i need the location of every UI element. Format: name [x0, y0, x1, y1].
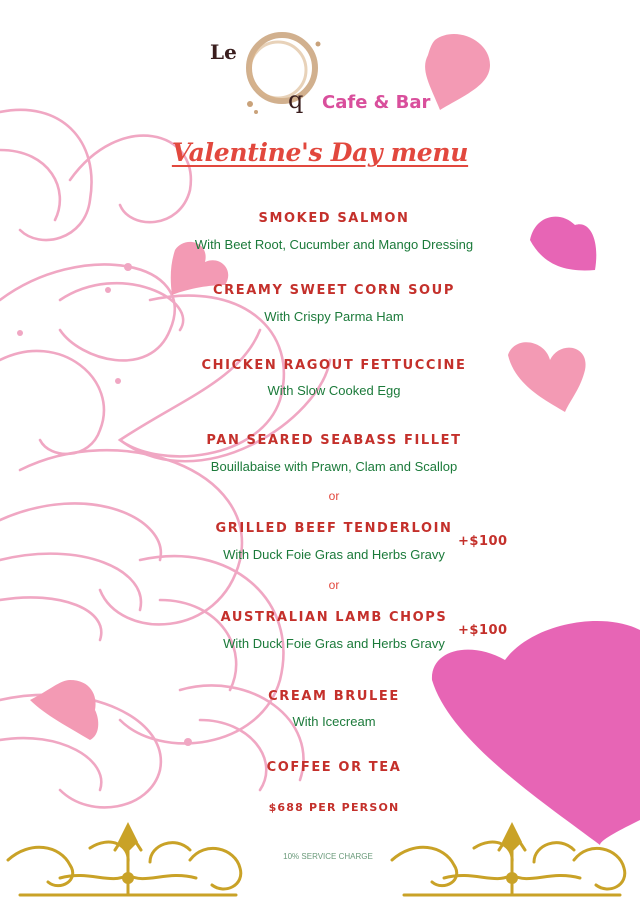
course-name: CREAM BRULEE: [268, 689, 400, 704]
course-name: PAN SEARED SEABASS FILLET: [206, 433, 462, 448]
swirl-dots: [17, 263, 192, 746]
or-separator: or: [328, 489, 340, 503]
course-name: GRILLED BEEF TENDERLOIN: [215, 521, 453, 536]
surcharge-label: +$100: [458, 623, 508, 638]
course-description: With Icecream: [292, 714, 376, 729]
course-description: With Duck Foie Gras and Herbs Gravy: [223, 636, 445, 651]
heart-icon: [508, 342, 586, 412]
service-charge: 10% SERVICE CHARGE: [283, 852, 373, 861]
course-name: CREAMY SWEET CORN SOUP: [213, 283, 455, 298]
course-description: With Beet Root, Cucumber and Mango Dressing: [194, 237, 474, 252]
course-description: With Duck Foie Gras and Herbs Gravy: [223, 547, 445, 562]
surcharge-label: +$100: [458, 534, 508, 549]
course-name: AUSTRALIAN LAMB CHOPS: [220, 610, 448, 625]
or-separator: or: [328, 578, 340, 592]
course-name: COFFEE OR TEA: [266, 760, 402, 775]
cafe-logo: [200, 22, 440, 132]
logo-q: q: [288, 86, 304, 114]
coffee-ring-logo: [230, 24, 330, 124]
course-description: Bouillabaise with Prawn, Clam and Scallop: [210, 459, 458, 474]
logo-le: Le: [210, 40, 237, 64]
page-title: Valentine's Day menu: [171, 138, 469, 167]
course-description: With Slow Cooked Egg: [267, 383, 401, 398]
course-name: CHICKEN RAGOUT FETTUCCINE: [201, 358, 467, 373]
course-description: With Crispy Parma Ham: [264, 309, 404, 324]
price-per-person: $688 PER PERSON: [268, 801, 400, 814]
course-name: SMOKED SALMON: [258, 211, 410, 226]
logo-brand: Cafe & Bar: [322, 92, 431, 113]
